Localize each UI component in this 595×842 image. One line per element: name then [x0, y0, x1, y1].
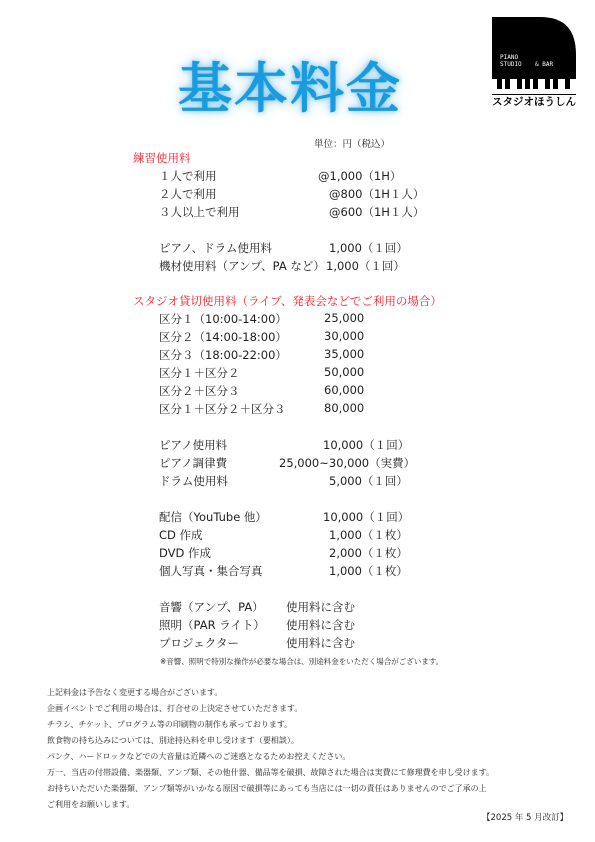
item-value: 60,000	[324, 383, 365, 397]
item-value: @800（1H１人）	[329, 187, 425, 201]
item-label: CD 作成	[159, 528, 203, 542]
item-value: 30,000	[324, 329, 365, 343]
item-value: 2,000（１枚）	[329, 546, 408, 560]
item-label: プロジェクター	[159, 636, 240, 650]
item-value: 50,000	[324, 365, 365, 379]
item-value: 25,000	[324, 311, 365, 325]
item-label: ３人以上で利用	[159, 205, 240, 219]
item-value: 10,000（１回）	[323, 438, 410, 452]
item-label: １人で利用	[159, 169, 217, 183]
practice-heading: 練習使用料	[133, 151, 191, 165]
footer-note: パンク、ハードロックなどでの大音量は近隣へのご迷惑となるためお控えください。	[47, 752, 351, 761]
footer-note: ご利用をお願いします。	[47, 800, 135, 809]
item-value: 5,000（１回）	[329, 474, 408, 488]
footer-note: お持ちいただいた楽器類、アンプ類等がいかなる原因で破損等にあっても当店には一切の責任はありませんのでご了承の上	[47, 784, 487, 793]
logo-brand-name: スタジオほうしん	[492, 96, 576, 108]
rental-note: ※音響、照明で特別な操作が必要な場合は、別途料金をいただく場合がございます。	[160, 657, 444, 666]
footer-note: 企画イベントでご利用の場合は、打合せの上決定させていただきます。	[47, 704, 303, 713]
item-label: ２人で利用	[159, 187, 217, 201]
footer-note: 上記料金は予告なく変更する場合がございます。	[47, 688, 223, 697]
revision-date: 【2025 年 5 月改訂】	[482, 813, 569, 823]
item-value: 1,000（１回）	[329, 241, 408, 255]
footer-note: 飲食物の持ち込みについては、別途持込料を申し受けます（要相談）。	[47, 736, 299, 745]
item-value: 使用料に含む	[286, 636, 355, 650]
item-label: 区分２＋区分３	[159, 384, 240, 398]
item-value: 1,000（１枚）	[329, 564, 408, 578]
item-value: 使用料に含む	[286, 618, 355, 632]
item-label: 個人写真・集合写真	[159, 564, 263, 578]
page-title: 基本料金	[178, 57, 402, 120]
item-value: 35,000	[324, 347, 365, 361]
item-label: DVD 作成	[159, 546, 212, 560]
item-label: 機材使用料（アンプ、PA など）	[159, 259, 325, 273]
item-label: 区分１＋区分２	[159, 366, 240, 380]
item-label: 音響（アンプ、PA）	[159, 600, 264, 614]
item-label: ドラム使用料	[159, 474, 228, 488]
item-label: 照明（PAR ライト）	[159, 618, 265, 632]
item-label: 区分２（14:00-18:00）	[159, 330, 287, 344]
item-value: 1,000（１回）	[326, 259, 405, 273]
item-label: 区分１＋区分２＋区分３	[159, 402, 286, 416]
item-value: 25,000~30,000（実費）	[279, 456, 416, 470]
item-label: ピアノ、ドラム使用料	[159, 241, 273, 255]
item-value: 10,000（１回）	[323, 510, 410, 524]
item-value: @1,000（1H）	[318, 169, 402, 183]
studio-logo	[490, 15, 578, 112]
logo-studio-text: STUDIO	[500, 61, 522, 68]
item-value: 80,000	[324, 401, 365, 415]
logo-bar-text: & BAR	[535, 61, 554, 68]
footer-note: 万一、当店の付帯設備、楽器類、アンプ類、その他什器、備品等を破損、故障された場合は実費にて修理費を申し受けます。	[47, 768, 495, 777]
item-label: 区分１（10:00-14:00）	[159, 312, 287, 326]
item-label: ピアノ使用料	[159, 438, 228, 452]
rental-heading: スタジオ貸切使用料（ライブ、発表会などでご利用の場合）	[133, 294, 442, 308]
item-label: 区分３（18:00-22:00）	[159, 348, 287, 362]
item-value: 1,000（１枚）	[329, 528, 408, 542]
item-value: 使用料に含む	[286, 600, 355, 614]
item-value: @600（1H１人）	[329, 205, 425, 219]
logo-piano-text: PIANO	[500, 54, 519, 61]
unit-note: 単位：円（税込）	[314, 139, 391, 150]
footer-note: チラシ、チケット、プログラム等の印刷物の制作も承っております。	[47, 720, 293, 729]
item-label: ピアノ調律費	[159, 456, 228, 470]
item-label: 配信（YouTube 他）	[159, 510, 267, 524]
